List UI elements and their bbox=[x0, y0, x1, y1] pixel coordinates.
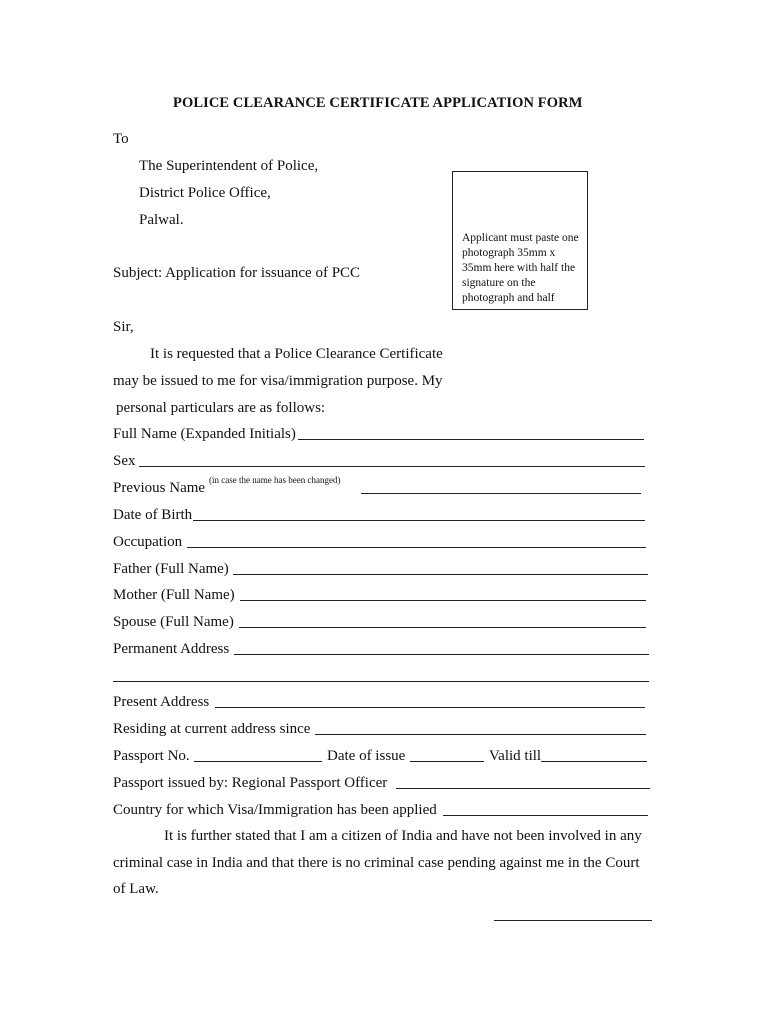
present-address-label: Present Address bbox=[113, 694, 210, 710]
declaration-line-3: of Law. bbox=[113, 881, 159, 897]
dob-field[interactable] bbox=[193, 520, 645, 521]
intro-line-3: personal particulars are as follows: bbox=[116, 400, 326, 416]
full-name-label: Full Name (Expanded Initials) bbox=[113, 426, 296, 442]
permanent-address-field-line-2[interactable] bbox=[113, 681, 649, 682]
subject-line: Subject: Application for issuance of PCC bbox=[113, 265, 361, 281]
valid-till-field[interactable] bbox=[541, 761, 647, 762]
addressee-line-1: The Superintendent of Police, bbox=[139, 158, 319, 174]
signature-field[interactable] bbox=[494, 920, 652, 921]
previous-name-label: Previous Name bbox=[113, 480, 206, 496]
present-address-field[interactable] bbox=[215, 707, 645, 708]
country-label: Country for which Visa/Immigration has been applied bbox=[113, 802, 437, 818]
residing-since-label: Residing at current address since bbox=[113, 721, 311, 737]
mother-field[interactable] bbox=[240, 600, 646, 601]
country-field[interactable] bbox=[443, 815, 648, 816]
valid-till-label: Valid till bbox=[489, 748, 542, 764]
passport-no-label: Passport No. bbox=[113, 748, 190, 764]
date-of-issue-field[interactable] bbox=[410, 761, 484, 762]
intro-line-2: may be issued to me for visa/immigration purpose. My bbox=[113, 373, 443, 389]
residing-since-field[interactable] bbox=[315, 734, 646, 735]
issued-by-label: Passport issued by: Regional Passport Officer bbox=[113, 775, 388, 791]
spouse-field[interactable] bbox=[239, 627, 646, 628]
declaration-line-1: It is further stated that I am a citizen of India and have not been involved in any bbox=[164, 828, 642, 844]
addressee-line-2: District Police Office, bbox=[139, 185, 271, 201]
dob-label: Date of Birth bbox=[113, 507, 193, 523]
sex-label: Sex bbox=[113, 453, 136, 469]
spouse-label: Spouse (Full Name) bbox=[113, 614, 234, 630]
occupation-label: Occupation bbox=[113, 534, 183, 550]
full-name-field[interactable] bbox=[298, 439, 644, 440]
photo-instruction: Applicant must paste one photograph 35mm x 35mm here with half the signature on the photograph and half bbox=[462, 232, 579, 304]
permanent-address-label: Permanent Address bbox=[113, 641, 230, 657]
previous-name-note: (in case the name has been changed) bbox=[209, 475, 341, 485]
form-title: POLICE CLEARANCE CERTIFICATE APPLICATION FORM bbox=[173, 95, 583, 111]
issued-by-field[interactable] bbox=[396, 788, 650, 789]
permanent-address-field[interactable] bbox=[234, 654, 649, 655]
salutation: Sir, bbox=[113, 319, 134, 335]
father-label: Father (Full Name) bbox=[113, 561, 229, 577]
declaration-line-2: criminal case in India and that there is no criminal case pending against me in the Court bbox=[113, 855, 640, 871]
addressee-line-3: Palwal. bbox=[139, 212, 184, 228]
previous-name-field[interactable] bbox=[361, 493, 641, 494]
mother-label: Mother (Full Name) bbox=[113, 587, 235, 603]
date-of-issue-label: Date of issue bbox=[327, 748, 406, 764]
father-field[interactable] bbox=[233, 574, 648, 575]
to-label: To bbox=[113, 131, 129, 147]
passport-no-field[interactable] bbox=[194, 761, 322, 762]
sex-field[interactable] bbox=[139, 466, 645, 467]
occupation-field[interactable] bbox=[187, 547, 646, 548]
intro-line-1: It is requested that a Police Clearance Certificate bbox=[150, 346, 443, 362]
